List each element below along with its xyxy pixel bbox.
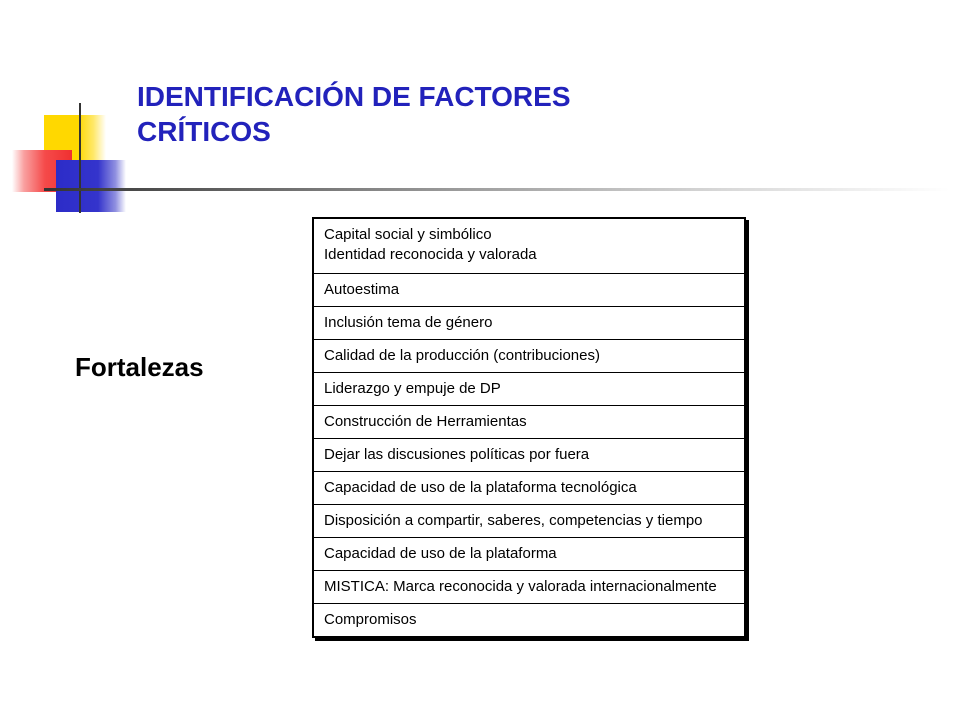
factors-table <box>312 217 746 638</box>
decorative-blue-square <box>56 160 126 212</box>
table-row: Construcción de Herramientas <box>314 406 744 439</box>
table-row: Disposición a compartir, saberes, competencias y tiempo <box>314 505 744 538</box>
slide-title: IDENTIFICACIÓN DE FACTORES CRÍTICOS <box>137 81 571 147</box>
fortalezas-label: Fortalezas <box>75 352 204 382</box>
table-row: Dejar las discusiones políticas por fuera <box>314 439 744 472</box>
table-cell: Identidad reconocida y valorada <box>324 246 537 263</box>
decorative-vertical-line <box>79 103 81 213</box>
table-cell: Capital social y simbólico <box>324 226 492 243</box>
table-row: Calidad de la producción (contribuciones) <box>314 340 744 373</box>
table-row: Inclusión tema de género <box>314 307 744 340</box>
table-row: Capacidad de uso de la plataforma tecnológica <box>314 472 744 505</box>
table-row: Liderazgo y empuje de DP <box>314 373 744 406</box>
table-row: Compromisos <box>324 611 417 628</box>
table-row: Autoestima <box>314 274 744 307</box>
table-row <box>314 219 744 274</box>
table-row: MISTICA: Marca reconocida y valorada internacionalmente <box>314 571 744 604</box>
table-row: Capacidad de uso de la plataforma <box>314 538 744 571</box>
title-underline <box>44 188 950 191</box>
